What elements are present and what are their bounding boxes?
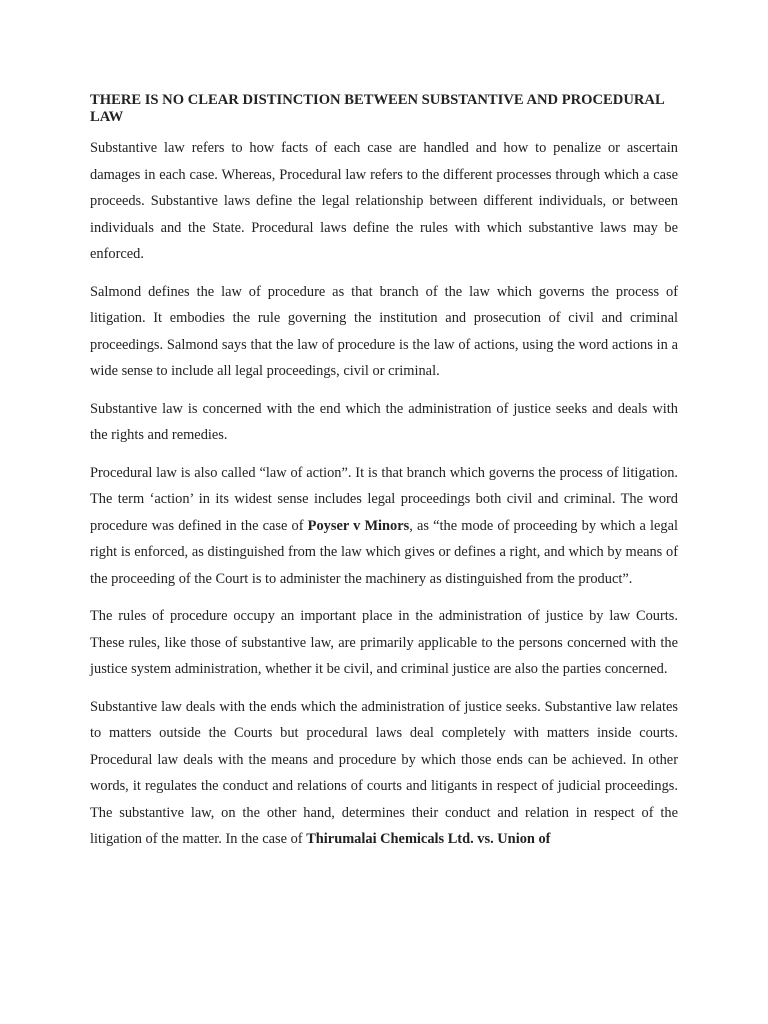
paragraph-3: Substantive law is concerned with the end which the administration of justice seeks and deals with the rights and remedies. — [90, 400, 678, 443]
paragraph-4-text-after: , as “the mode of proceeding by which a legal right is enforced, as distinguished from the law which gives or defines a right, and which by means of the proceeding of the Court is to administer the machinery as distinguished from the product”. — [90, 517, 678, 587]
paragraph-1: Substantive law refers to how facts of each case are handled and how to penalize or ascertain damages in each case. Whereas, Procedural law refers to the different processes through which a case proceeds. Substantive laws define the legal relationship between different individuals, or between individuals and the State. Procedural laws define the rules with which substantive laws may be enforced. — [90, 140, 678, 262]
paragraph-4 — [90, 460, 678, 593]
case-name-thirumalai-chemicals: Thirumalai Chemicals Ltd. vs. Union of — [306, 831, 551, 847]
case-name-poyser-v-minors: Poyser v Minors — [307, 517, 410, 534]
paragraph-2: Salmond defines the law of procedure as that branch of the law which governs the process of litigation. It embodies the rule governing the institution and prosecution of civil and criminal proceedings. Salmond says that the law of procedure is the law of actions, using the word actions in a wide sense to include all legal proceedings, civil or criminal. — [90, 283, 678, 379]
document-body — [90, 92, 678, 864]
paragraph-4-text-before: Procedural law is also called “law of action”. It is that branch which governs the process of litigation. The term ‘action’ in its widest sense includes legal proceedings both civil and criminal. The word procedure was defined in the case of — [90, 464, 678, 534]
paragraph-6 — [90, 694, 678, 853]
paragraph-6-text-before: Substantive law deals with the ends which the administration of justice seeks. Substantive law relates to matters outside the Courts but procedural laws deal completely with matters inside courts. Procedural law deals with the means and procedure by which those ends can be achieved. In other words, it regulates the conduct and relations of courts and litigants in respect of judicial proceedings. The substantive law, on the other hand, determines their conduct and relation in respect of the litigation of the matter. In the case of — [90, 698, 678, 847]
document-title: THERE IS NO CLEAR DISTINCTION BETWEEN SUBSTANTIVE AND PROCEDURAL LAW — [90, 92, 664, 125]
paragraph-5: The rules of procedure occupy an important place in the administration of justice by law Courts. These rules, like those of substantive law, are primarily applicable to the persons concerned with the justice system administration, whether it be civil, and criminal justice are also the parties concerned. — [90, 608, 678, 677]
